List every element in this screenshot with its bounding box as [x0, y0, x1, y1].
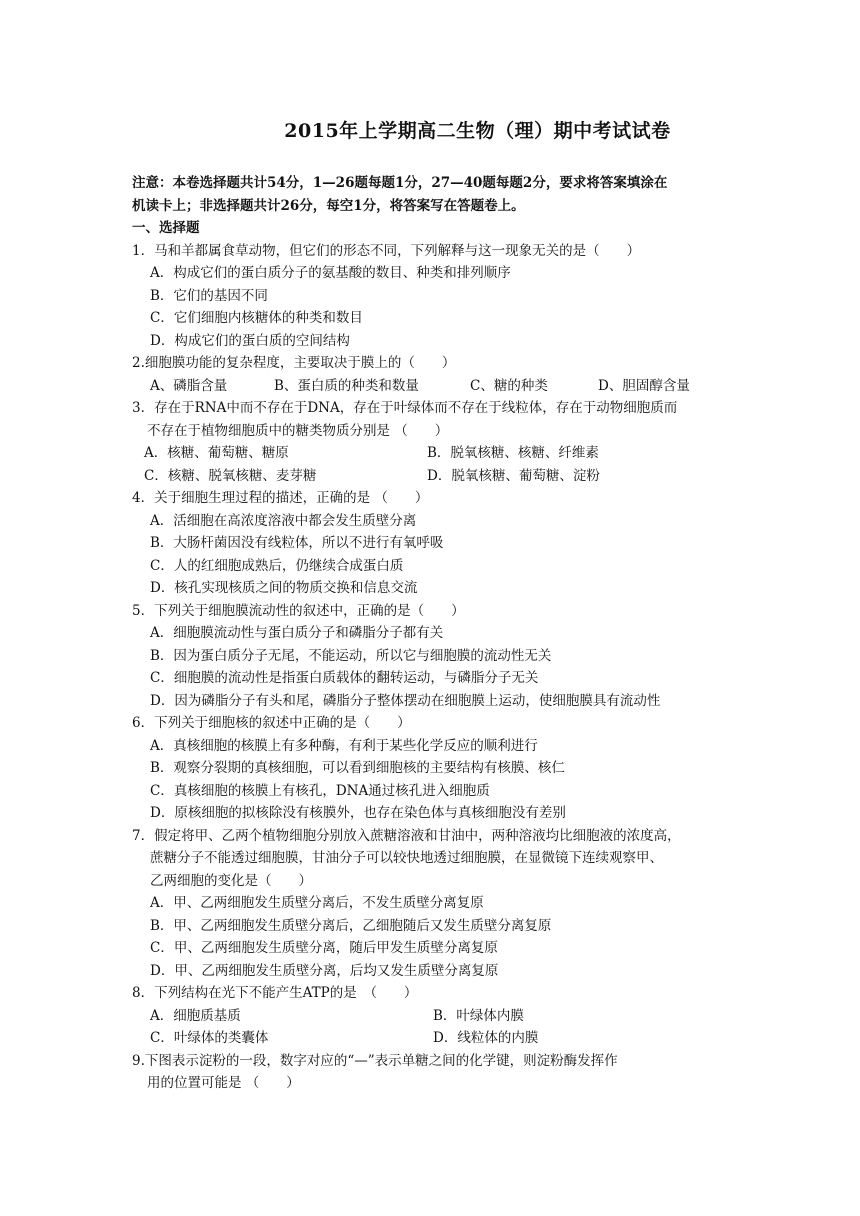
- q3-options-cd: [132, 465, 742, 488]
- q3-options-ab: [132, 442, 742, 465]
- q6-option-c: C．真核细胞的核膜上有核孔，DNA通过核孔进入细胞质: [150, 782, 490, 799]
- q8-option-a: A．细胞质基质: [150, 1007, 241, 1024]
- q8-options-cd: [132, 1027, 742, 1050]
- q7-option-c: C．甲、乙两细胞发生质壁分离，随后甲发生质壁分离复原: [150, 940, 498, 956]
- q1-stem: 1．马和羊都属食草动物，但它们的形态不同，下列解释与这一现象无关的是（ ）: [132, 242, 641, 259]
- q9-stem-2: 用的位置可能是 （ ）: [147, 1075, 300, 1091]
- q2-option-c: C、糖的种类: [470, 377, 548, 394]
- q4-option-d: D．核孔实现核质之间的物质交换和信息交流: [150, 580, 418, 596]
- q3-option-d: D．脱氧核糖、葡萄糖、淀粉: [427, 467, 600, 484]
- q2-option-d: D、胆固醇含量: [598, 377, 690, 394]
- q2-stem: 2.细胞膜功能的复杂程度，主要取决于膜上的（ ）: [132, 355, 456, 371]
- q7-option-b: B．甲、乙两细胞发生质壁分离后，乙细胞随后又发生质壁分离复原: [150, 917, 552, 934]
- q7-option-d: D．甲、乙两细胞发生质壁分离，后均又发生质壁分离复原: [150, 962, 499, 979]
- q5-option-c: C．细胞膜的流动性是指蛋白质载体的翻转运动，与磷脂分子无关: [150, 670, 539, 686]
- q2-option-a: A、磷脂含量: [150, 377, 228, 394]
- q1-option-b: B．它们的基因不同: [150, 287, 268, 304]
- q6-stem: 6．下列关于细胞核的叙述中正确的是（ ）: [132, 715, 411, 731]
- q5-option-a: A．细胞膜流动性与蛋白质分子和磷脂分子都有关: [150, 625, 444, 641]
- q4-option-b: B．大肠杆菌因没有线粒体，所以不进行有氧呼吸: [150, 535, 444, 551]
- page-title: 2015年上学期高二生物（理）期中考试试卷: [284, 120, 671, 142]
- q6-option-a: A．真核细胞的核膜上有多种酶，有利于某些化学反应的顺利进行: [150, 737, 538, 754]
- section-heading: 一、选择题: [132, 220, 200, 236]
- q4-option-a: A．活细胞在高浓度溶液中都会发生质壁分离: [150, 512, 417, 529]
- q5-option-d: D．因为磷脂分子有头和尾，磷脂分子整体摆动在细胞膜上运动，使细胞膜具有流动性: [150, 692, 661, 709]
- q8-option-c: C．叶绿体的类囊体: [150, 1030, 269, 1046]
- exam-body: [132, 172, 742, 1095]
- q1-option-c: C．它们细胞内核糖体的种类和数目: [150, 310, 363, 326]
- q7-stem-3: 乙两细胞的变化是（ ）: [150, 872, 312, 889]
- q8-option-d: D．线粒体的内膜: [433, 1030, 539, 1046]
- q7-option-a: A．甲、乙两细胞发生质壁分离后，不发生质壁分离复原: [150, 895, 484, 911]
- q1-option-a: A．构成它们的蛋白质分子的氨基酸的数目、种类和排列顺序: [150, 265, 511, 281]
- q3-option-b: B．脱氧核糖、核糖、纤维素: [427, 445, 599, 461]
- q3-stem-2: 不存在于植物细胞质中的糖类物质分别是 （ ）: [147, 422, 449, 439]
- q7-stem-2: 蔗糖分子不能透过细胞膜，甘油分子可以较快地透过细胞膜，在显微镜下连续观察甲、: [150, 850, 663, 866]
- q6-option-b: B．观察分裂期的真核细胞，可以看到细胞核的主要结构有核膜、核仁: [150, 760, 565, 776]
- q2-option-b: B、蛋白质的种类和数量: [274, 377, 419, 394]
- q4-option-c: C．人的红细胞成熟后，仍继续合成蛋白质: [150, 557, 404, 574]
- q3-stem-1: 3．存在于RNA中而不存在于DNA，存在于叶绿体而不存在于线粒体，存在于动物细胞质而: [132, 400, 678, 416]
- q7-stem-1: 7．假定将甲、乙两个植物细胞分别放入蔗糖溶液和甘油中，两种溶液均比细胞液的浓度高，: [132, 827, 681, 844]
- q1-option-d: D．构成它们的蛋白质的空间结构: [150, 332, 350, 349]
- q5-stem: 5．下列关于细胞膜流动性的叙述中，正确的是（ ）: [132, 602, 465, 619]
- notice-line-1: 注意：本卷选择题共计54分，1—26题每题1分，27—40题每题2分，要求将答案填涂在: [132, 175, 668, 191]
- q9-stem-1: 9.下图表示淀粉的一段，数字对应的“—”表示单糖之间的化学键，则淀粉酶发挥作: [132, 1052, 618, 1069]
- q3-option-a: A．核糖、葡萄糖、糖原: [144, 445, 289, 461]
- q2-options: [132, 375, 742, 398]
- q5-option-b: B．因为蛋白质分子无尾，不能运动，所以它与细胞膜的流动性无关: [150, 647, 552, 664]
- q3-option-c: C．核糖、脱氧核糖、麦芽糖: [144, 467, 317, 484]
- q8-stem: 8．下列结构在光下不能产生ATP的是 （ ）: [132, 985, 418, 1001]
- q8-option-b: B．叶绿体内膜: [433, 1007, 524, 1024]
- q6-option-d: D．原核细胞的拟核除没有核膜外，也存在染色体与真核细胞没有差别: [150, 805, 566, 821]
- notice-line-2: 机读卡上；非选择题共计26分，每空1分，将答案写在答题卷上。: [132, 197, 525, 214]
- q4-stem: 4．关于细胞生理过程的描述，正确的是 （ ）: [132, 490, 429, 506]
- q8-options-ab: [132, 1005, 742, 1028]
